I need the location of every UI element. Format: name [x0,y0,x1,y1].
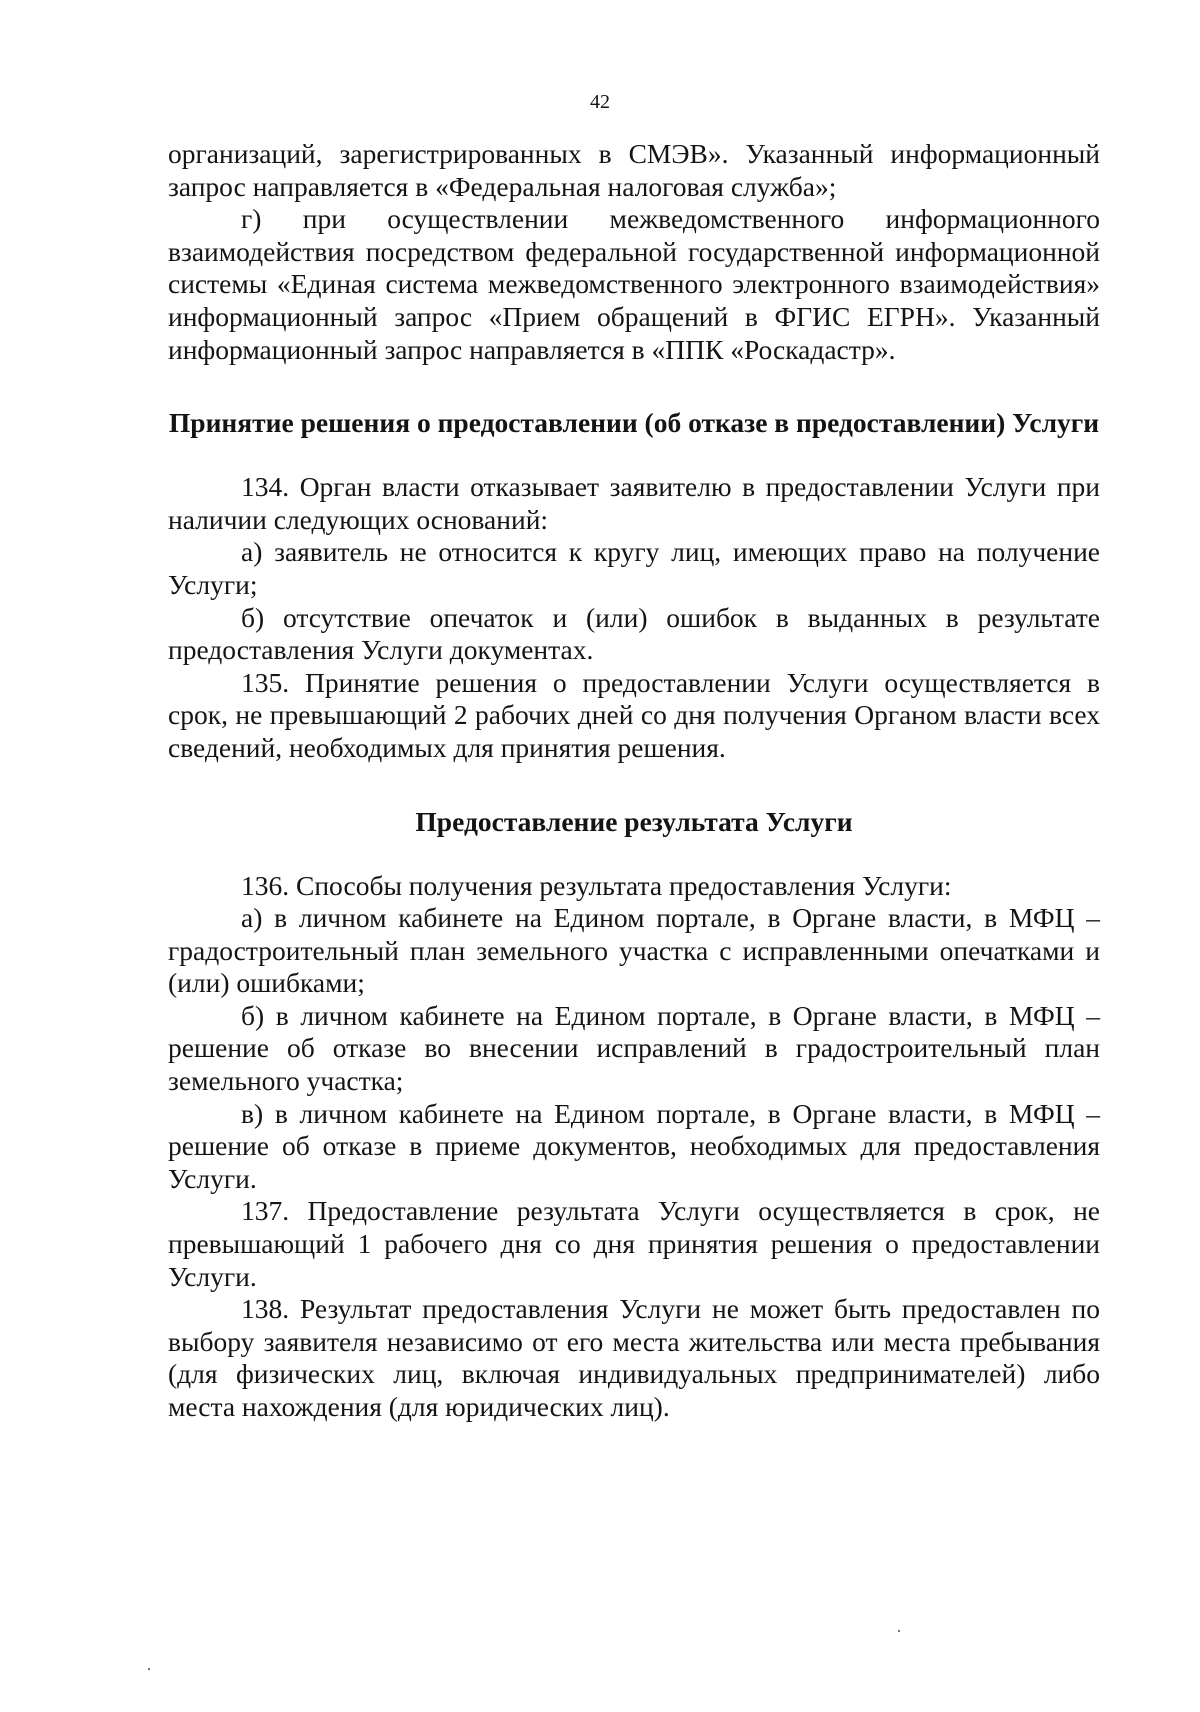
page-number: 42 [590,91,610,113]
scan-speck [148,1668,150,1670]
clause-paragraph: б) отсутствие опечаток и (или) ошибок в выданных в результате предоставления Услуги документах. [168,601,1100,666]
clause-paragraph: 135. Принятие решения о предоставлении Услуги осуществляется в срок, не превышающий 2 рабочих дней со дня получения Органом власти всех сведений, необходимых для принятия решения. [168,666,1100,763]
clause-paragraph: 138. Результат предоставления Услуги не может быть предоставлен по выбору заявителя независимо от его места жительства или места пребывания (для физических лиц, включая индивидуальных предпринимателей) либо места нахождения (для юридических лиц). [168,1293,1100,1422]
clause-paragraph: 137. Предоставление результата Услуги осуществляется в срок, не превышающий 1 рабочего дня со дня принятия решения о предоставлении Услуги. [168,1195,1100,1292]
clause-paragraph: 134. Орган власти отказывает заявителю в предоставлении Услуги при наличии следующих оснований: [168,471,1100,535]
intro-paragraph: организаций, зарегистрированных в СМЭВ». Указанный информационный запрос направляется в «Федеральная налоговая служба»; [168,138,1100,202]
section-heading-result: Предоставление результата Услуги [415,805,853,837]
clause-paragraph: а) в личном кабинете на Едином портале, в Органе власти, в МФЦ – градостроительный план земельного участка с исправленными опечатками и (или) ошибками; [168,902,1100,999]
clause-paragraph: а) заявитель не относится к кругу лиц, имеющих право на получение Услуги; [168,536,1100,600]
clause-paragraph: в) в личном кабинете на Едином портале, в Органе власти, в МФЦ – решение об отказе в приеме документов, необходимых для предоставления Услуги. [168,1097,1100,1194]
document-body [168,138,1100,1424]
scan-speck [898,1630,900,1632]
clause-paragraph: 136. Способы получения результата предоставления Услуги: [241,869,952,901]
section-heading-decision: Принятие решения о предоставлении (об отказе в предоставлении) Услуги [168,407,1100,439]
clause-paragraph: б) в личном кабинете на Едином портале, в Органе власти, в МФЦ – решение об отказе во внесении исправлений в градостроительный план земельного участка; [168,999,1100,1097]
intro-paragraph: г) при осуществлении межведомственного информационного взаимодействия посредством федеральной государственной информационной системы «Единая система межведомственного электронного взаимодействия» информационный запрос «Прием обращений в ФГИС ЕГРН». Указанный информационный запрос направляется в «ППК «Роскадастр». [168,203,1100,365]
